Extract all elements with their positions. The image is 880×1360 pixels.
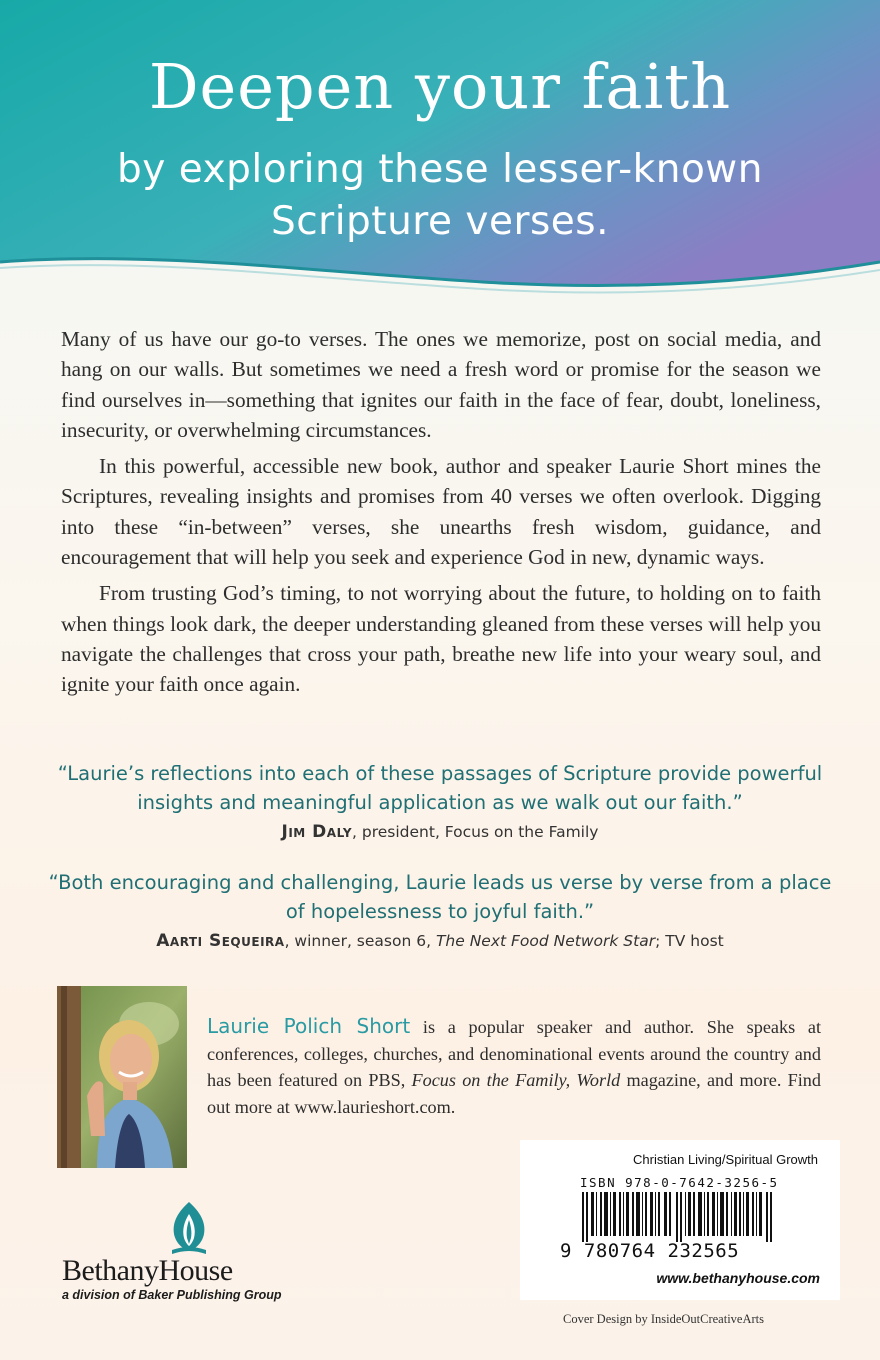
- endorsement-attribution: [40, 931, 840, 951]
- headline: Deepen your faith: [148, 50, 732, 123]
- flame-book-icon: [164, 1200, 214, 1256]
- cover-design-credit: Cover Design by InsideOutCreativeArts: [563, 1312, 765, 1326]
- ean-digits: [560, 1240, 739, 1262]
- barcode-panel: [520, 1140, 840, 1300]
- endorser-role: , winner, season 6,: [284, 932, 436, 950]
- author-bio-text: is a popular speaker and author. She speaks at conferences, colleges, churches, and denominational events around the country and has been featured on PBS,: [207, 1017, 821, 1090]
- description-paragraph-1: Many of us have our go-to verses. The ones we memorize, post on social media, and hang on our walls. But sometimes we need a fresh word or promise for the season we find ourselves in—something that ignites our faith in the face of fear, doubt, loneliness, insecurity, or overwhelming circumstances.: [61, 327, 821, 442]
- publisher-logo: [60, 1200, 320, 1310]
- description-paragraph-3: From trusting God’s timing, to not worrying about the future, to holding on to faith when things look dark, the deeper understanding gleaned from these verses will help you navigate the challenges that cross your path, breathe new life into your weary soul, and ignite your faith once again.: [61, 581, 821, 697]
- publisher-name: BethanyHouse: [62, 1254, 233, 1287]
- endorser-show-title: The Next Food Network Star: [435, 932, 656, 950]
- ean-group-2: 232565: [667, 1240, 740, 1262]
- author-name: Laurie Polich Short: [207, 1014, 411, 1038]
- author-bio-italic: Focus on the Family, World: [411, 1070, 621, 1090]
- endorser-role: , president, Focus on the Family: [352, 823, 599, 841]
- subheadline-line-1: by exploring these lesser-known: [117, 147, 763, 192]
- author-photo: [57, 986, 187, 1168]
- book-description: [61, 324, 821, 706]
- isbn-label: ISBN 978-0-7642-3256-5: [580, 1175, 779, 1190]
- author-bio-text-end: magazine, and more. Find out more at www.laurieshort.com.: [207, 1070, 821, 1117]
- subheadline-line-2: Scripture verses.: [270, 199, 610, 244]
- barcode-icon: [582, 1192, 782, 1242]
- endorser-role-suffix: ; TV host: [655, 932, 724, 950]
- endorsement-attribution: [40, 822, 840, 842]
- ean-first-digit: 9: [560, 1240, 572, 1262]
- author-bio: [207, 1013, 821, 1120]
- endorser-name: Jim Daly: [281, 822, 353, 842]
- publisher-subtitle: a division of Baker Publishing Group: [62, 1288, 282, 1302]
- ean-group-1: 780764: [583, 1240, 656, 1262]
- description-paragraph-2: In this powerful, accessible new book, author and speaker Laurie Short mines the Scriptures, revealing insights and promises from 40 verses we often overlook. Digging into these “in-between” verses, she unearths fresh wisdom, guidance, and encouragement that will help you seek and experience God in new, dynamic ways.: [61, 454, 821, 570]
- endorsement-quote: “Laurie’s reflections into each of these passages of Scripture provide powerful insights and meaningful application as we walk out our faith.”: [57, 762, 823, 814]
- category-label: Christian Living/Spiritual Growth: [633, 1152, 818, 1167]
- endorsement-2: [40, 868, 840, 951]
- endorsement-quote: “Both encouraging and challenging, Laurie leads us verse by verse from a place of hopelessness to joyful faith.”: [48, 871, 832, 923]
- header-banner: [0, 0, 880, 300]
- publisher-url: www.bethanyhouse.com: [656, 1270, 820, 1286]
- endorsement-1: [40, 759, 840, 842]
- endorser-name: Aarti Sequeira: [156, 931, 285, 951]
